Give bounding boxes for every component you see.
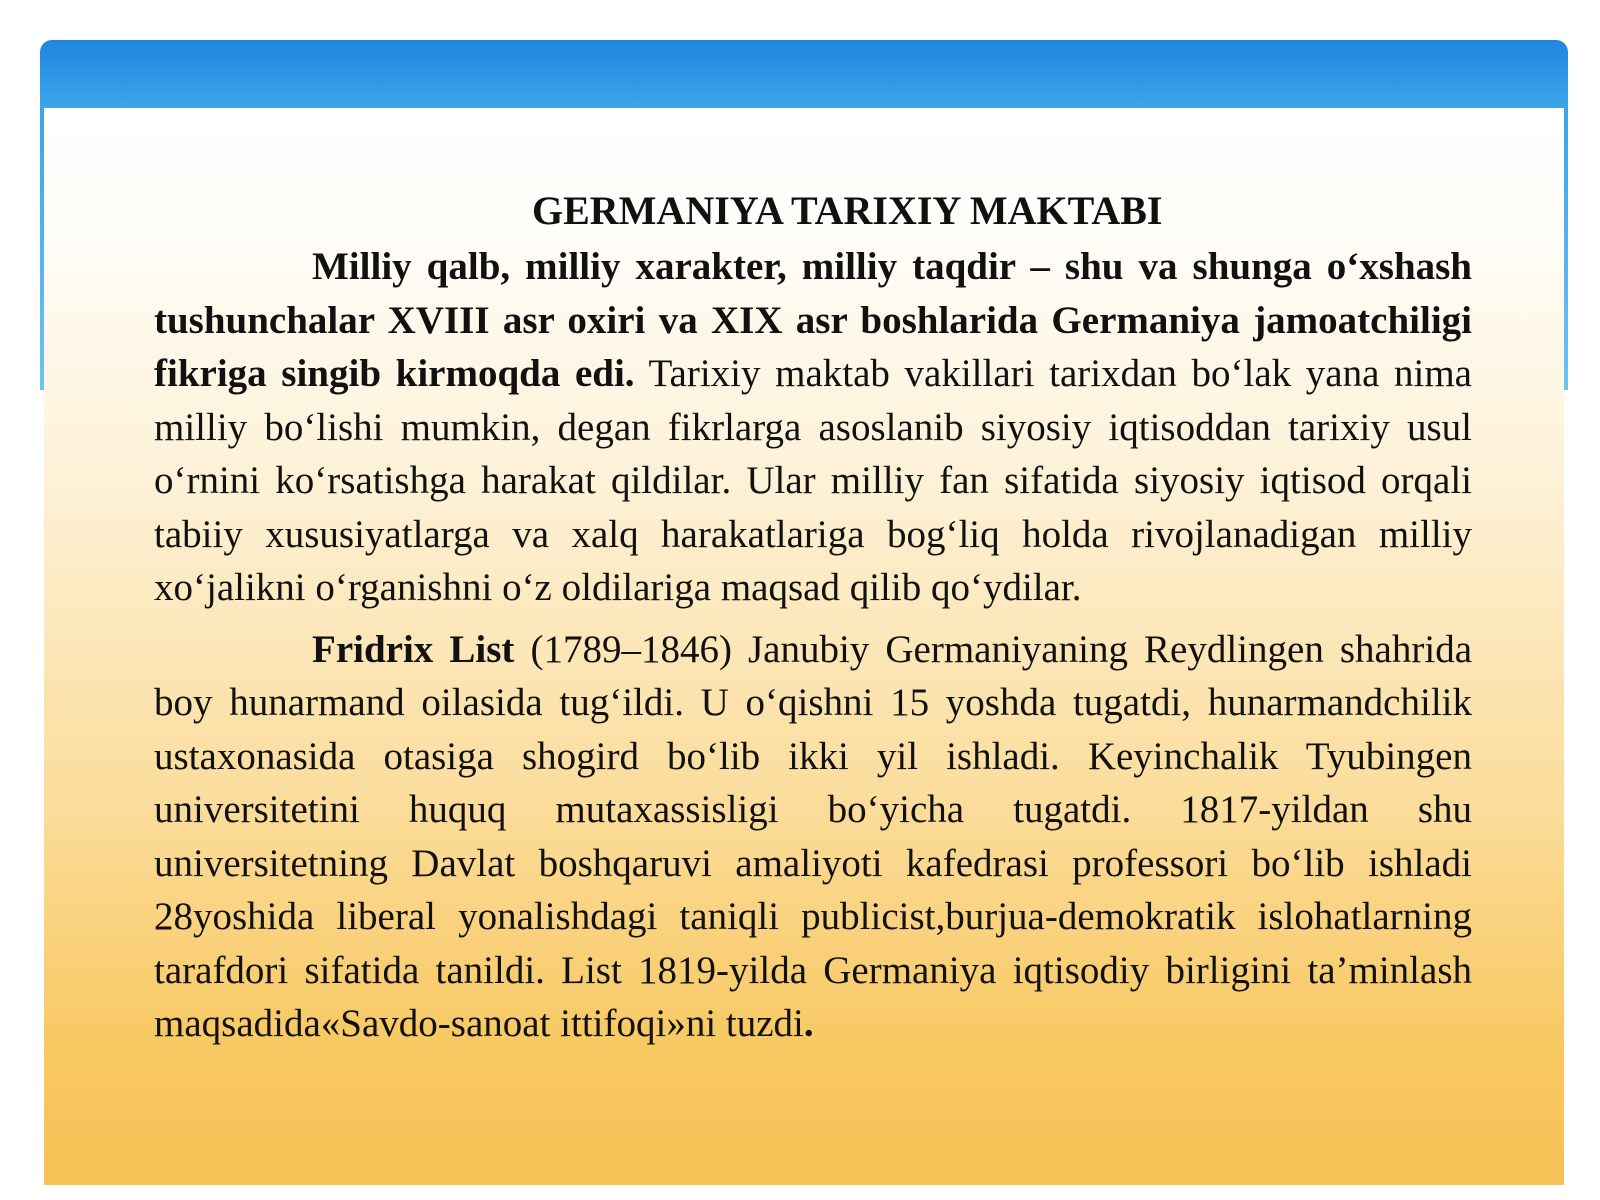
slide-content <box>154 186 1472 1051</box>
slide-title: GERMANIYA TARIXIY MAKTABI <box>532 188 1163 233</box>
paragraph-1-bold-lead: Milliy qalb, milliy xarakter, milliy taqdir – shu va shunga o‘xshash tushunchalar XVIII asr oxiri va XIX asr boshlarida Germaniya jamoatchiligi fikriga singib kirmoqda edi. <box>154 245 1472 395</box>
paragraph-2-text: (1789–1846) Janubiy Germaniyaning Reydlingen shahrida boy hunarmand oilasida tug‘ildi. U o‘qishni 15 yoshda tugatdi, hunarmandchilik ustaxonasida otasiga shogird bo‘lib ikki yil ishladi. Keyinchalik Tyubingen universitetini huquq mutaxassisligi bo‘yicha tugatdi. 1817-yildan shu universitetning Davlat boshqaruvi amaliyoti kafedrasi professori bo‘lib ishladi 28yoshida liberal yonalishdagi taniqli publicist,burjua-demokratik islohatlarning tarafdori sifatida tanildi. List 1819-yilda Germaniya iqtisodiy birligini ta’minlash maqsadida«Savdo-sanoat ittifoqi»ni tuzdi <box>154 627 1472 1045</box>
paragraph-2-end: . <box>803 1002 814 1045</box>
paragraph-1-text: Tarixiy maktab vakillari tarixdan bo‘lak yana nima milliy bo‘lishi mumkin, degan fikrlarga asoslanib siyosiy iqtisoddan tarixiy usul o‘rnini ko‘rsatishga harakat qildilar. Ular milliy fan sifatida siyosiy iqtisod orqali tabiiy xususiyatlarga va xalq harakatlariga bog‘liq holda rivojlanadigan milliy xo‘jalikni o‘rganishni o‘z oldilariga maqsad qilib qo‘ydilar. <box>154 352 1472 609</box>
paragraph-friedrich-list <box>154 623 1472 1051</box>
paragraph-2-bold-name: Fridrix List <box>312 627 515 671</box>
content-panel <box>44 108 1564 1185</box>
paragraph-historical-school <box>154 240 1472 615</box>
slide <box>40 40 1568 1185</box>
